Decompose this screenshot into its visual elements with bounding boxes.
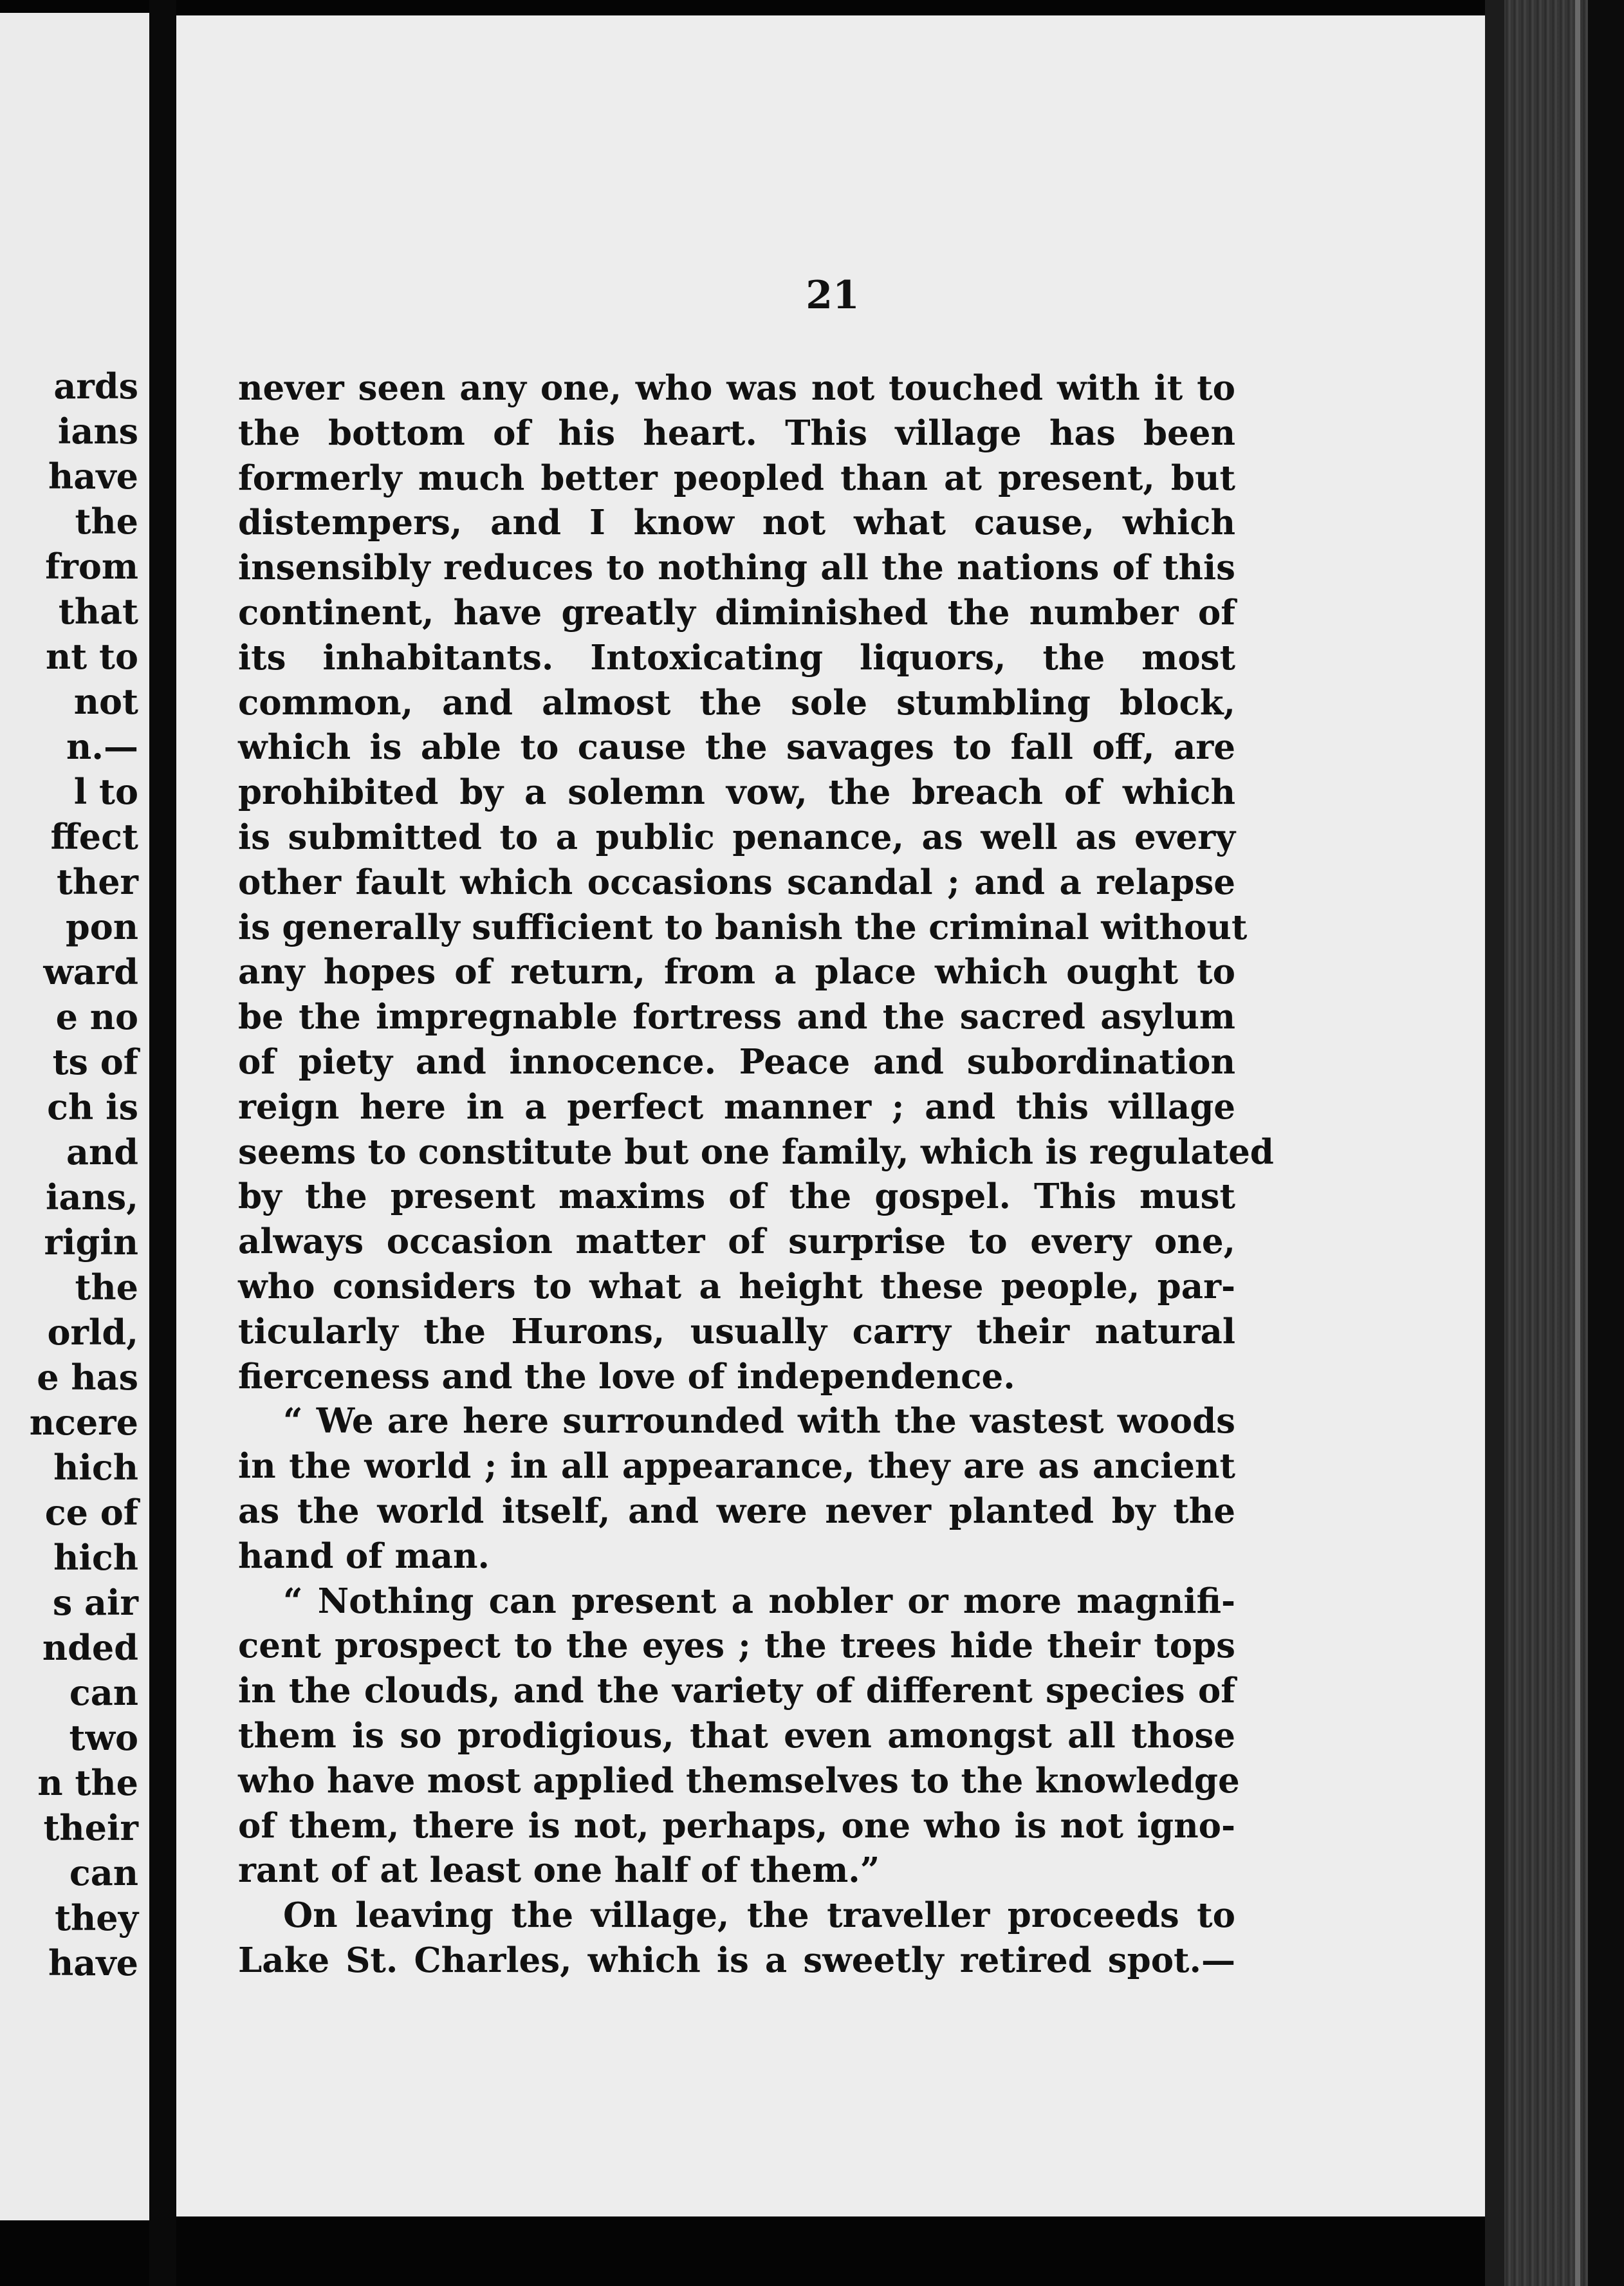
text-line: of piety and innocence. Peace and subordination: [238, 1041, 1235, 1082]
facing-line: that: [58, 591, 138, 632]
text-line: Lake St. Charles, which is a sweetly retired spot.—: [238, 1940, 1235, 1980]
text-line: seems to constitute but one family, which is regulated: [238, 1131, 1274, 1172]
text-line: “ Nothing can present a nobler or more magnifi-: [283, 1581, 1235, 1621]
text-line: the bottom of his heart. This village has been: [238, 413, 1235, 453]
facing-line: ward: [43, 951, 138, 992]
text-line: is generally sufficient to banish the criminal without: [238, 907, 1248, 947]
text-line: cent prospect to the eyes ; the trees hide their tops: [238, 1626, 1235, 1666]
facing-line: hich: [53, 1447, 138, 1488]
text-line: rant of at least one half of them.”: [238, 1850, 880, 1891]
facing-line: have: [48, 1942, 138, 1984]
text-line: any hopes of return, from a place which ought to: [238, 952, 1235, 992]
facing-line: can: [69, 1852, 138, 1893]
text-line: other fault which occasions scandal ; and a relapse: [238, 862, 1235, 902]
facing-line: n the: [37, 1762, 138, 1803]
facing-line: ce of: [44, 1492, 138, 1533]
text-line: On leaving the village, the traveller proceeds to: [283, 1895, 1235, 1936]
facing-line: ncere: [29, 1402, 138, 1443]
facing-line: their: [43, 1807, 138, 1848]
text-line: distempers, and I know not what cause, which: [238, 503, 1235, 543]
text-line: be the impregnable fortress and the sacred asylum: [238, 997, 1235, 1037]
text-line: reign here in a perfect manner ; and this village: [238, 1086, 1235, 1127]
facing-line: from: [45, 546, 138, 587]
binding-shadow: [1588, 0, 1624, 2286]
facing-line: hich: [53, 1537, 138, 1578]
facing-line: ians: [57, 411, 138, 452]
text-line: insensibly reduces to nothing all the nations of this: [238, 548, 1235, 588]
text-line: never seen any one, who was not touched with it to: [238, 368, 1235, 408]
page-number: 21: [806, 273, 860, 318]
facing-line: ch is: [47, 1086, 138, 1128]
book-page: [176, 15, 1485, 2216]
text-line: always occasion matter of surprise to every one,: [238, 1222, 1235, 1262]
facing-line: e no: [55, 996, 138, 1037]
text-line: continent, have greatly diminished the number of: [238, 592, 1235, 633]
facing-line: s air: [52, 1582, 138, 1623]
text-line: in the clouds, and the variety of different species of: [238, 1671, 1235, 1711]
text-line: as the world itself, and were never planted by the: [238, 1491, 1235, 1531]
facing-line: not: [73, 681, 138, 722]
facing-line: ther: [56, 861, 138, 902]
text-line: is submitted to a public penance, as well as every: [238, 817, 1235, 857]
facing-page-text: [0, 364, 138, 1985]
facing-line: can: [69, 1672, 138, 1713]
text-line: prohibited by a solemn vow, the breach of which: [238, 772, 1235, 813]
text-line: who have most applied themselves to the knowledge: [238, 1760, 1240, 1801]
page-edge-stack: [1485, 0, 1624, 2286]
facing-line: rigin: [44, 1222, 138, 1263]
text-line: its inhabitants. Intoxicating liquors, the most: [238, 637, 1235, 678]
facing-line: ts of: [52, 1041, 138, 1083]
facing-line: orld,: [47, 1312, 138, 1353]
text-line: by the present maxims of the gospel. This must: [238, 1176, 1235, 1217]
facing-line: pon: [65, 906, 138, 947]
facing-line: ians,: [46, 1176, 138, 1218]
text-line: who considers to what a height these people, par-: [238, 1266, 1235, 1306]
facing-line: nt to: [46, 636, 138, 677]
text-line: ticularly the Hurons, usually carry their natural: [238, 1311, 1235, 1352]
facing-line: n.—: [66, 726, 138, 767]
page-body-text: [238, 366, 1274, 1984]
facing-line: the: [75, 501, 138, 542]
facing-line: have: [48, 456, 138, 497]
book-gutter: [149, 0, 176, 2286]
text-line: “ We are here surrounded with the vastest woods: [283, 1401, 1235, 1442]
facing-line: e has: [37, 1357, 138, 1398]
text-line: formerly much better peopled than at present, but: [238, 458, 1235, 498]
facing-line: two: [69, 1717, 138, 1758]
text-line: fierceness and the love of independence.: [238, 1356, 1015, 1397]
facing-line: ffect: [50, 816, 138, 857]
facing-line: nded: [42, 1627, 138, 1668]
text-line: of them, there is not, perhaps, one who is not igno-: [238, 1805, 1235, 1846]
facing-line: ards: [53, 366, 138, 407]
facing-line: l to: [73, 771, 138, 812]
facing-page-fragment: [0, 13, 149, 2220]
facing-line: the: [75, 1267, 138, 1308]
binding-highlight: [1575, 0, 1580, 2286]
text-line: in the world ; in all appearance, they are as ancient: [238, 1446, 1235, 1487]
text-line: them is so prodigious, that even amongst all those: [238, 1715, 1235, 1756]
facing-line: and: [66, 1131, 138, 1173]
text-line: common, and almost the sole stumbling block,: [238, 682, 1235, 723]
facing-line: they: [55, 1897, 138, 1938]
text-line: hand of man.: [238, 1536, 490, 1576]
text-line: which is able to cause the savages to fall off, are: [238, 727, 1235, 768]
